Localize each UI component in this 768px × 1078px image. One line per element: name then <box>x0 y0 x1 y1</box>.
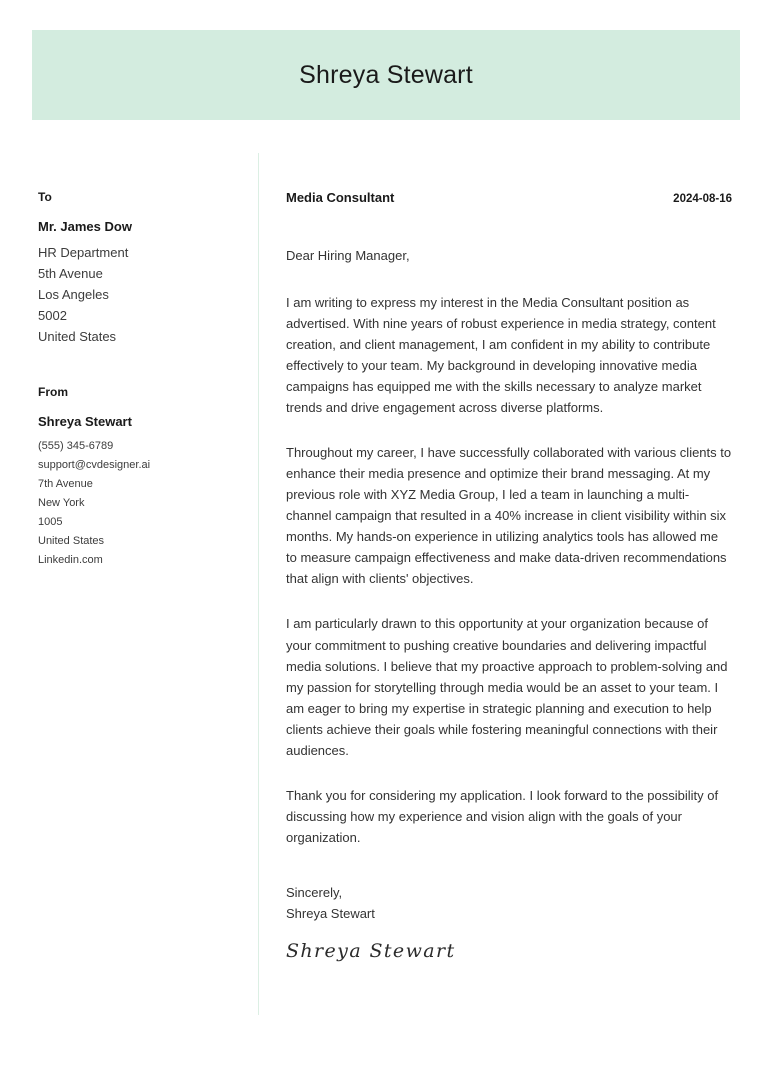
sender-line: New York <box>38 497 85 510</box>
from-heading: From <box>38 384 68 399</box>
page-title: Shreya Stewart <box>299 60 473 89</box>
recipient-line: 5th Avenue <box>38 265 103 281</box>
to-heading: To <box>38 190 52 204</box>
sender-phone: (555) 345-6789 <box>38 440 114 453</box>
sidebar <box>38 190 238 570</box>
header-banner <box>32 30 740 120</box>
sender-line: United States <box>38 534 105 547</box>
closing-block <box>286 882 732 924</box>
recipient-line: HR Department <box>38 244 129 260</box>
letter-body <box>286 190 732 963</box>
sender-line: 1005 <box>38 515 63 528</box>
sender-name: Shreya Stewart <box>38 414 132 430</box>
signature: Shreya Stewart <box>286 940 456 963</box>
letter-paragraph: Thank you for considering my application. I look forward to the possibility of discussing how my experience and vision align with the goals of your organization. <box>286 787 719 845</box>
recipient-line: Los Angeles <box>38 286 109 302</box>
salutation: Dear Hiring Manager, <box>286 247 410 263</box>
letter-header-row <box>286 190 732 207</box>
sender-linkedin[interactable]: Linkedin.com <box>38 553 103 566</box>
letter-date: 2024-08-16 <box>673 193 732 205</box>
letter-paragraph: Throughout my career, I have successfully collaborated with various clients to enhance their media presence and optimize their brand messaging. At my previous role with XYZ Media Group, I led a team in launching a multi-channel campaign that resulted in a 40% increase in client visibility within six months. My hands-on experience in utilizing analytics tools has allowed me to measure campaign effectiveness and make data-driven recommendations that align with clients' objectives. <box>286 445 732 587</box>
recipient-line: 5002 <box>38 307 67 323</box>
recipient-block <box>38 190 238 347</box>
closing-name: Shreya Stewart <box>286 905 375 921</box>
sender-line: 7th Avenue <box>38 478 93 491</box>
job-title: Media Consultant <box>286 190 395 205</box>
sender-block <box>38 385 238 570</box>
letter-paragraph: I am writing to express my interest in the Media Consultant position as advertised. With nine years of robust experience in media strategy, content creation, and client management, I am confident in my ability to contribute effectively to your team. My background in developing innovative media campaigns has equipped me with the skills necessary to analyze market trends and drive engagement across diverse platforms. <box>286 294 716 416</box>
letter-paragraph: I am particularly drawn to this opportunity at your organization because of your commitment to pushing creative boundaries and delivering impactful media solutions. I believe that my proactive approach to problem-solving and my passion for storytelling through media would be an asset to your team. I am eager to bring my expertise in strategic planning and execution to help clients achieve their goals while fostering meaningful connections with their audiences. <box>286 616 728 758</box>
recipient-line: United States <box>38 328 117 344</box>
recipient-name: Mr. James Dow <box>38 219 132 235</box>
closing-word: Sincerely, <box>286 884 343 900</box>
column-divider <box>258 153 259 1015</box>
sender-email[interactable]: support@cvdesigner.ai <box>38 459 151 472</box>
